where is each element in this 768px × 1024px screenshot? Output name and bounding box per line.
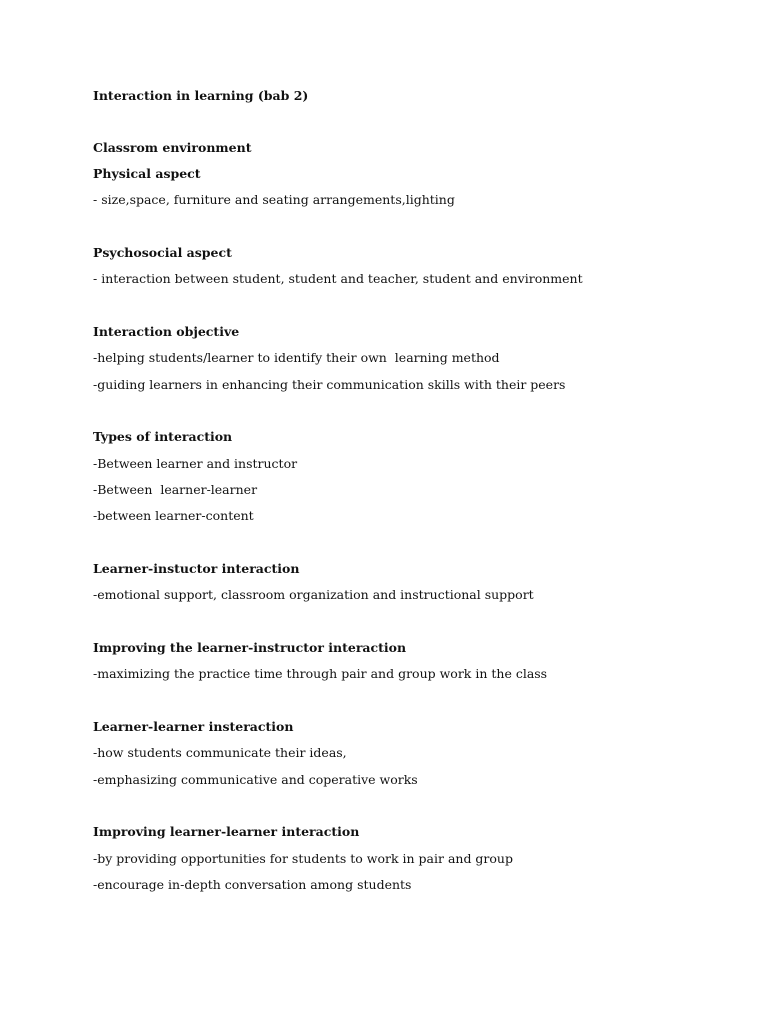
list-item: -guiding learners in enhancing their communication skills with their peers bbox=[93, 377, 566, 392]
list-item: -maximizing the practice time through pair and group work in the class bbox=[93, 666, 548, 681]
list-item: -emphasizing communicative and coperative works bbox=[93, 772, 418, 787]
section-heading: Learner-learner insteraction bbox=[93, 719, 294, 734]
document-title: Interaction in learning (bab 2) bbox=[93, 88, 309, 103]
list-item: -helping students/learner to identify their own learning method bbox=[93, 350, 500, 365]
section-heading: Types of interaction bbox=[93, 429, 233, 444]
section-subheading: Physical aspect bbox=[93, 166, 201, 181]
list-item: - interaction between student, student and teacher, student and environment bbox=[93, 271, 583, 286]
list-item: -emotional support, classroom organization and instructional support bbox=[93, 587, 534, 602]
section-heading: Classrom environment bbox=[93, 140, 252, 155]
list-item: -between learner-content bbox=[93, 508, 254, 523]
section-heading: Psychosocial aspect bbox=[93, 245, 232, 260]
section-heading: Improving learner-learner interaction bbox=[93, 824, 360, 839]
section-heading: Interaction objective bbox=[93, 324, 240, 339]
list-item: -Between learner and instructor bbox=[93, 456, 298, 471]
section-heading: Learner-instuctor interaction bbox=[93, 561, 300, 576]
list-item: - size,space, furniture and seating arrangements,lighting bbox=[93, 192, 455, 207]
list-item: -how students communicate their ideas, bbox=[93, 745, 347, 760]
list-item: -by providing opportunities for students to work in pair and group bbox=[93, 851, 513, 866]
list-item: -Between learner-learner bbox=[93, 482, 258, 497]
list-item: -encourage in-depth conversation among students bbox=[93, 877, 412, 892]
section-heading: Improving the learner-instructor interaction bbox=[93, 640, 407, 655]
